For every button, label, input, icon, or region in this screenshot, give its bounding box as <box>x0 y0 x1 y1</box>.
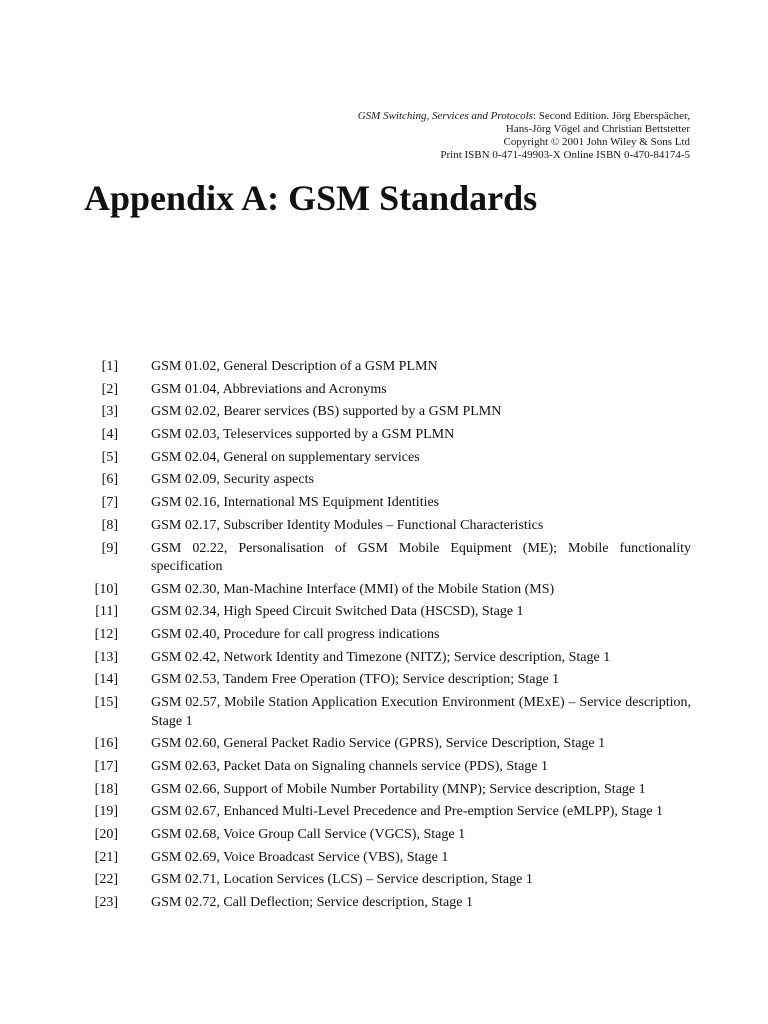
reference-text: GSM 02.53, Tandem Free Operation (TFO); Service description; Stage 1 <box>151 672 560 688</box>
header-edition-authors: : Second Edition. Jörg Eberspächer, <box>533 110 690 122</box>
reference-number: [4] <box>101 427 118 443</box>
reference-text: GSM 02.69, Voice Broadcast Service (VBS), Stage 1 <box>151 849 449 865</box>
reference-text: GSM 02.04, General on supplementary services <box>151 449 420 465</box>
reference-text: GSM 02.68, Voice Group Call Service (VGCS), Stage 1 <box>151 827 466 843</box>
reference-number: [6] <box>101 472 118 488</box>
reference-item <box>84 403 691 422</box>
reference-number: [2] <box>101 381 118 397</box>
reference-number: [11] <box>95 604 118 620</box>
reference-number: [10] <box>94 581 118 597</box>
reference-text: GSM 02.17, Subscriber Identity Modules – Functional Characteristics <box>151 517 544 533</box>
reference-text: GSM 02.71, Location Services (LCS) – Service description, Stage 1 <box>151 872 533 888</box>
header-line-1 <box>358 110 690 123</box>
reference-text: GSM 02.57, Mobile Station Application Execution Environment (MExE) – Service description, Stage 1 <box>151 695 691 729</box>
reference-text: GSM 02.02, Bearer services (BS) supported by a GSM PLMN <box>151 404 502 420</box>
reference-number: [3] <box>101 404 118 420</box>
page-title: Appendix A: GSM Standards <box>84 178 538 218</box>
reference-item <box>84 603 691 622</box>
reference-item <box>84 517 691 536</box>
reference-item <box>84 540 691 577</box>
reference-text: GSM 02.40, Procedure for call progress indications <box>151 627 440 643</box>
header-isbn: Print ISBN 0-471-49903-X Online ISBN 0-470-84174-5 <box>440 149 690 161</box>
reference-number: [9] <box>101 540 118 556</box>
reference-text: GSM 02.60, General Packet Radio Service (GPRS), Service Description, Stage 1 <box>151 736 606 752</box>
reference-text: GSM 02.34, High Speed Circuit Switched Data (HSCSD), Stage 1 <box>151 604 524 620</box>
reference-text: GSM 02.03, Teleservices supported by a GSM PLMN <box>151 427 455 443</box>
reference-number: [5] <box>101 449 118 465</box>
reference-item <box>84 381 691 400</box>
reference-item <box>84 781 691 800</box>
reference-text: GSM 02.72, Call Deflection; Service description, Stage 1 <box>151 895 473 911</box>
reference-number: [18] <box>94 781 118 797</box>
reference-item <box>84 894 691 913</box>
header-copyright: Copyright © 2001 John Wiley & Sons Ltd <box>503 136 690 148</box>
reference-number: [14] <box>94 672 118 688</box>
reference-text: GSM 02.67, Enhanced Multi-Level Precedence and Pre-emption Service (eMLPP), Stage 1 <box>151 804 664 820</box>
reference-text: GSM 02.63, Packet Data on Signaling channels service (PDS), Stage 1 <box>151 759 548 774</box>
reference-item <box>84 671 691 690</box>
reference-number: [7] <box>101 495 118 511</box>
reference-item <box>84 849 691 868</box>
reference-item <box>84 626 691 645</box>
reference-item <box>84 426 691 445</box>
book-title: GSM Switching, Services and Protocols <box>357 110 533 122</box>
reference-item <box>84 871 691 890</box>
reference-text: GSM 02.22, Personalisation of GSM Mobile Equipment (ME); Mobile functionality specification <box>151 540 691 574</box>
reference-item <box>84 649 691 668</box>
reference-text: GSM 02.66, Support of Mobile Number Portability (MNP); Service description, Stage 1 <box>151 781 646 797</box>
reference-text: GSM 02.09, Security aspects <box>151 472 314 488</box>
reference-item <box>84 803 691 822</box>
reference-text: GSM 02.30, Man-Machine Interface (MMI) of the Mobile Station (MS) <box>151 581 555 597</box>
reference-number: [1] <box>101 359 118 374</box>
reference-text: GSM 01.02, General Description of a GSM PLMN <box>151 359 438 374</box>
reference-item <box>84 826 691 845</box>
reference-item <box>84 358 691 377</box>
reference-number: [13] <box>94 649 118 665</box>
reference-item <box>84 581 691 600</box>
reference-item <box>84 471 691 490</box>
reference-number: [8] <box>101 517 118 533</box>
reference-number: [16] <box>94 736 118 752</box>
reference-text: GSM 02.42, Network Identity and Timezone (NITZ); Service description, Stage 1 <box>151 649 611 665</box>
header-authors: Hans-Jörg Vögel and Christian Bettstetter <box>505 123 690 135</box>
reference-item <box>84 758 691 777</box>
reference-item <box>84 494 691 513</box>
reference-number: [15] <box>94 695 118 711</box>
reference-item <box>84 735 691 754</box>
reference-item <box>84 449 691 468</box>
reference-number: [12] <box>94 627 118 643</box>
reference-number: [21] <box>94 849 118 865</box>
reference-text: GSM 01.04, Abbreviations and Acronyms <box>151 381 387 397</box>
reference-number: [20] <box>94 827 118 843</box>
reference-item <box>84 694 691 731</box>
reference-list <box>84 358 691 917</box>
reference-number: [19] <box>94 804 118 820</box>
reference-number: [17] <box>94 759 118 774</box>
reference-number: [23] <box>94 895 118 911</box>
reference-text: GSM 02.16, International MS Equipment Identities <box>151 495 440 511</box>
book-header <box>358 110 690 162</box>
reference-number: [22] <box>94 872 118 888</box>
